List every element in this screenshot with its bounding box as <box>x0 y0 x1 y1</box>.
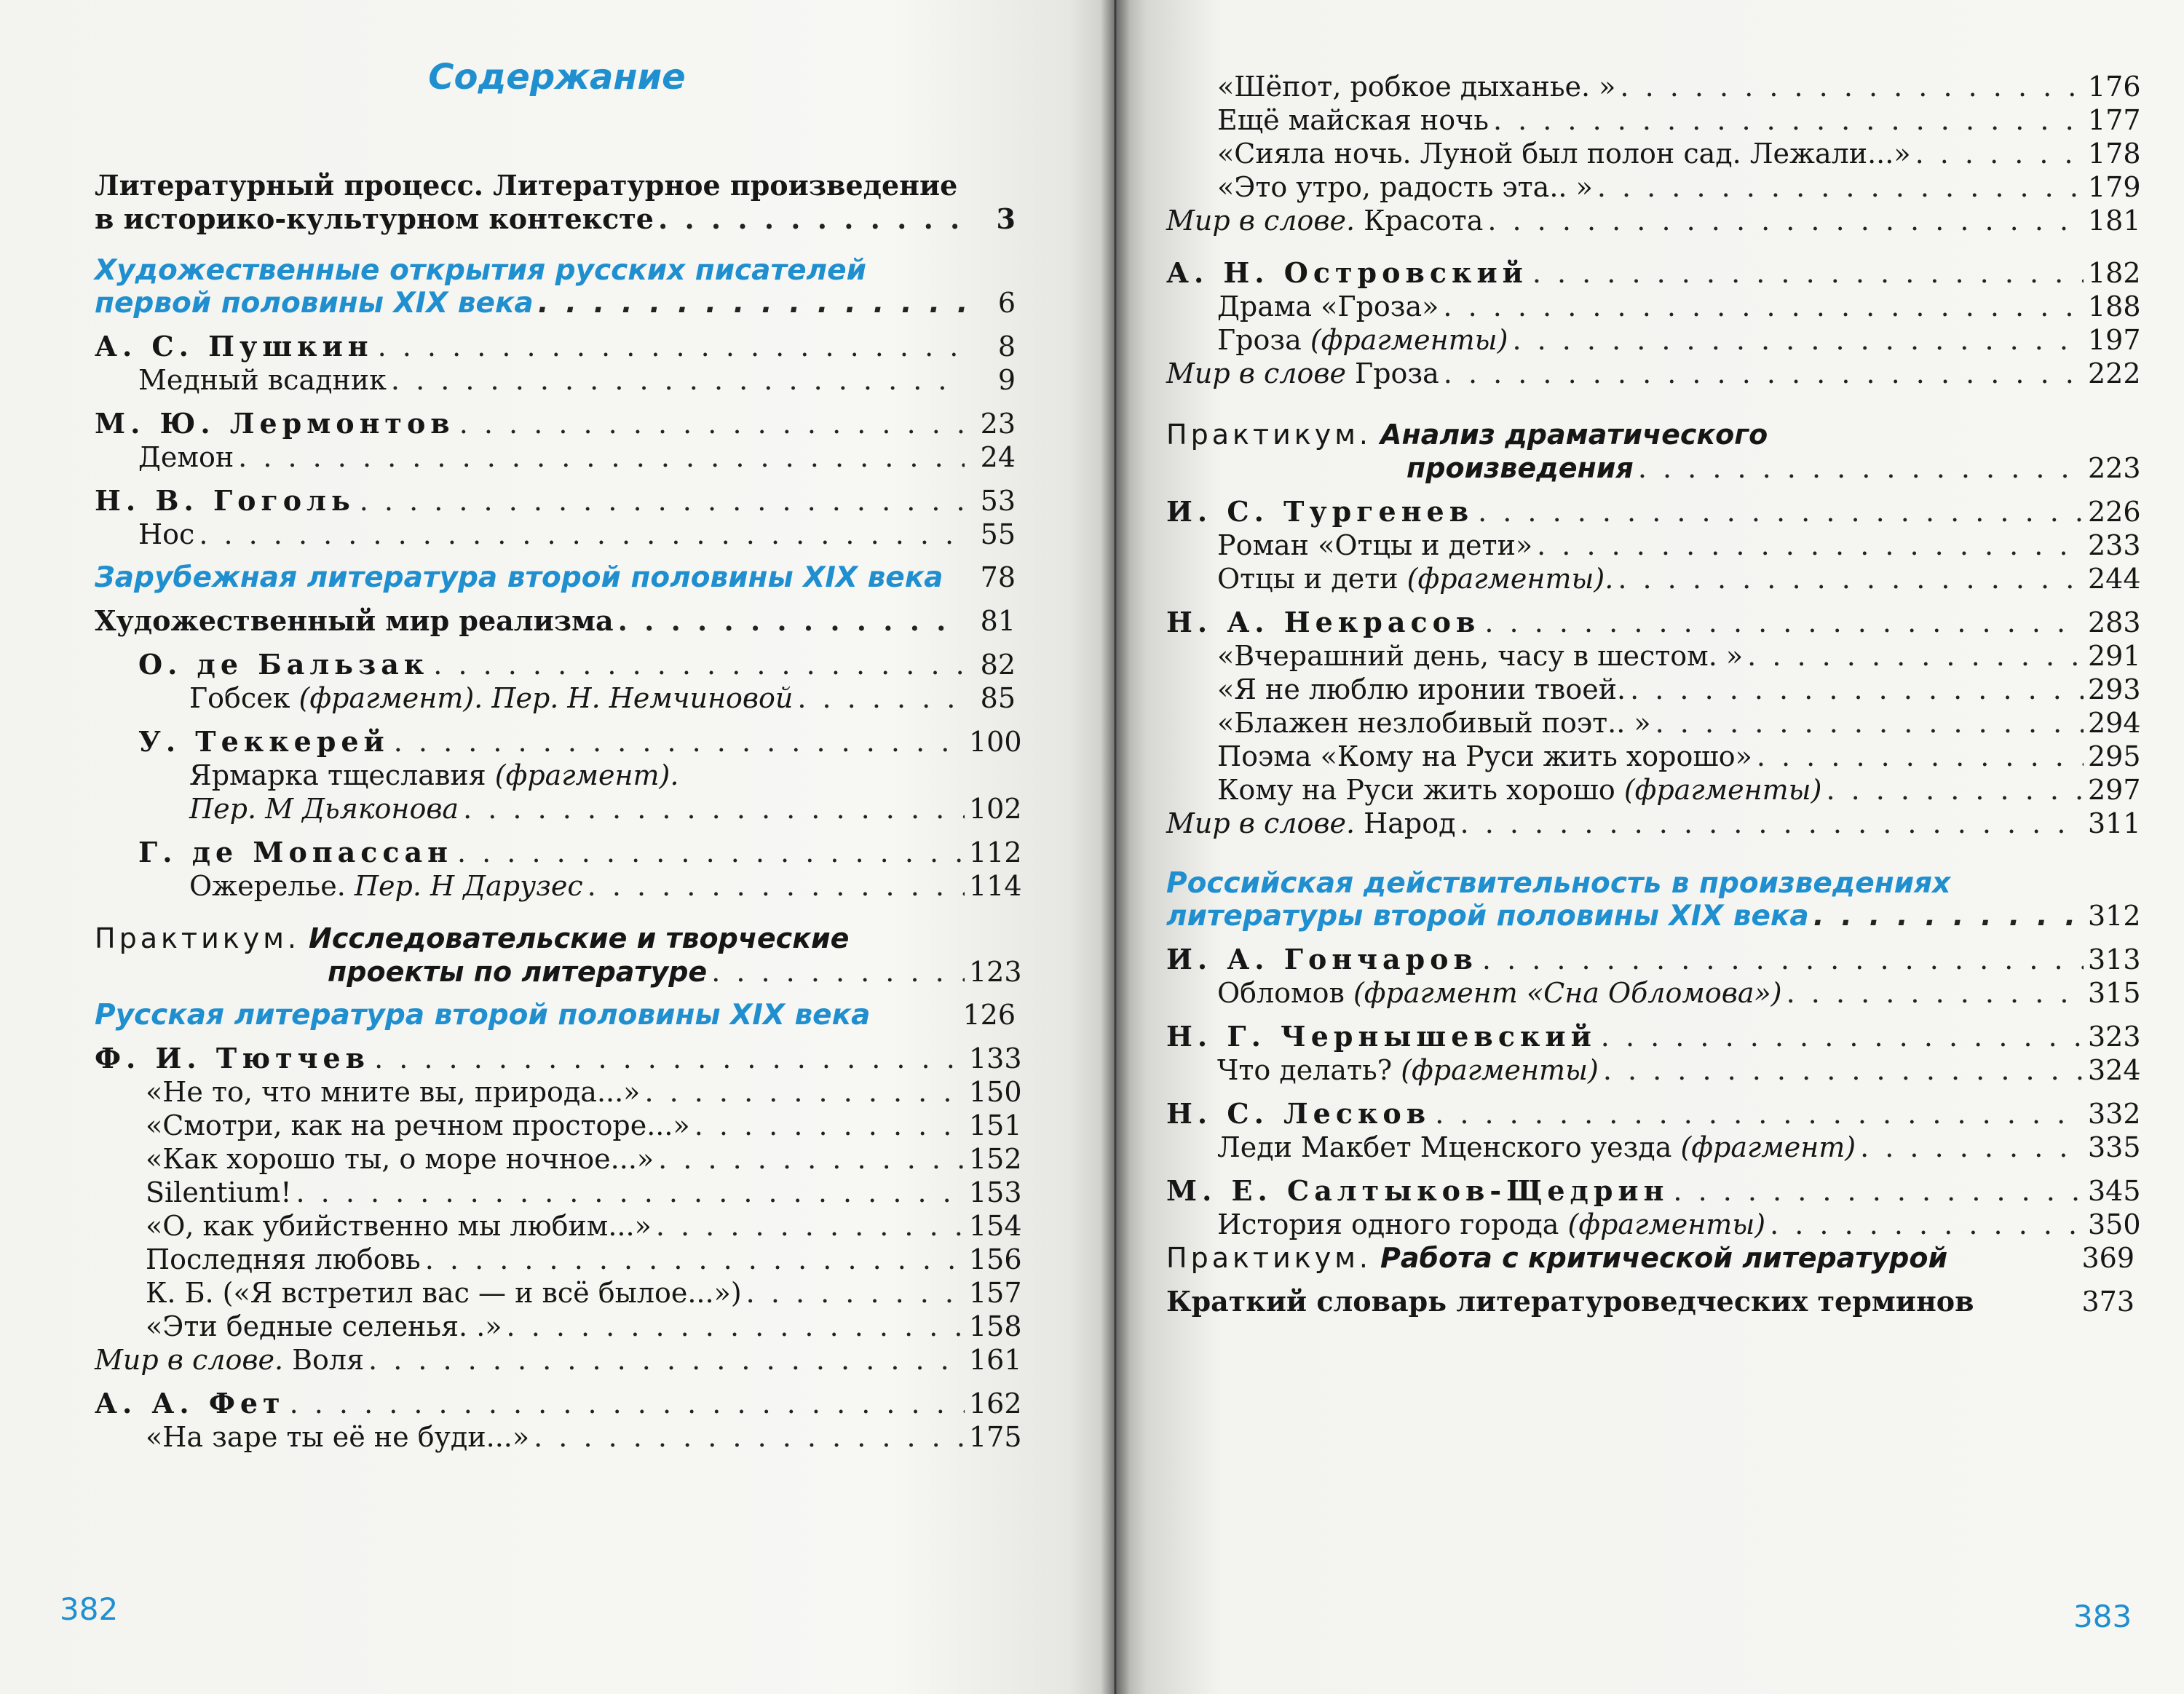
toc-entry: Обломов (фрагмент «Сна Обломова») . . . 315 <box>1166 976 2134 1010</box>
toc-entry: Литературный процесс. Литературное произведение <box>95 169 958 202</box>
toc-entry-mir: Мир в слове. Красота . . . 181 <box>1166 204 2134 237</box>
toc-entry: «Блажен незлобивый поэт.. » . . . 294 <box>1166 706 2134 740</box>
toc-entry: Леди Макбет Мценского уезда (фрагмент) . . . 335 <box>1166 1131 2134 1164</box>
toc-entry: «Шёпот, робкое дыханье. » . . . 176 <box>1166 70 2134 103</box>
toc-entry: Медный всадник . . . 9 <box>95 363 1016 397</box>
book-spine <box>1101 0 1130 1694</box>
toc-entry: Роман «Отцы и дети» . . . 233 <box>1166 529 2134 562</box>
toc-entry: «О, как убийственно мы любим...» . . . 154 <box>95 1209 1016 1243</box>
toc-entry-author: Г. де Мопассан . . . 112 <box>95 836 1016 869</box>
toc-entry: История одного города (фрагменты) . . . 350 <box>1166 1208 2134 1241</box>
toc-entry: К. Б. («Я встретил вас — и всё былое...») . . . 157 <box>95 1276 1016 1310</box>
toc-entry: Поэма «Кому на Руси жить хорошо» . . . 295 <box>1166 740 2134 773</box>
toc-entry: Ожерелье. Пер. Н Дарузес . . . 114 <box>95 869 1016 903</box>
toc-entry-author: Н. С. Лесков . . . 332 <box>1166 1097 2134 1131</box>
toc-entry-author: А. А. Фет . . . 162 <box>95 1387 1016 1420</box>
toc-entry-author: Ф. И. Тютчев . . . 133 <box>95 1042 1016 1075</box>
toc-entry: Краткий словарь литературоведческих терминов 373 <box>1166 1285 2134 1318</box>
toc-entry-author: У. Теккерей . . . 100 <box>95 725 1016 759</box>
section-heading: Русская литература второй половины XIX века 126 <box>95 999 1016 1032</box>
toc-entry: Гобсек (фрагмент). Пер. Н. Немчиновой . . . 85 <box>95 681 1016 715</box>
page-number: 3 <box>996 202 1016 235</box>
practicum-entry: Практикум. Анализ драматического <box>1166 419 1768 451</box>
toc-entry-author: Н. Г. Чернышевский . . . 323 <box>1166 1020 2134 1053</box>
toc-entry: Демон . . . 24 <box>95 440 1016 474</box>
toc-entry: «Как хорошо ты, о море ночное...» . . . 152 <box>95 1142 1016 1176</box>
section-heading: литературы второй половины XIX века . . . 312 <box>1166 900 2134 933</box>
toc-left <box>95 169 1022 1454</box>
page-number-right: 383 <box>2073 1599 2132 1634</box>
toc-entry-mir: Мир в слове. Народ . . . 311 <box>1166 807 2134 840</box>
toc-entry: Кому на Руси жить хорошо (фрагменты) . . . 297 <box>1166 773 2134 807</box>
section-heading: Художественные открытия русских писателей <box>95 254 866 287</box>
toc-entry: «Сияла ночь. Луной был полон сад. Лежали...» . . . 178 <box>1166 137 2134 170</box>
toc-entry-author: А. Н. Островский . . . 182 <box>1166 256 2134 290</box>
toc-entry: Гроза (фрагменты) . . . 197 <box>1166 323 2134 357</box>
toc-right <box>1166 70 2141 1318</box>
practicum-entry: Практикум. Работа с критической литературой 369 <box>1166 1242 2134 1274</box>
toc-entry-author: А. С. Пушкин . . . 8 <box>95 330 1016 363</box>
practicum-entry: Практикум. Исследовательские и творческие <box>95 922 850 954</box>
right-page <box>1114 0 2184 1694</box>
toc-entry: Ярмарка тщеславия (фрагмент). <box>189 759 679 791</box>
toc-entry: «Смотри, как на речном просторе...» . . . 151 <box>95 1109 1016 1142</box>
page-number-left: 382 <box>60 1591 119 1627</box>
toc-entry: Художественный мир реализма . . . 81 <box>95 604 1016 638</box>
toc-entry: Что делать? (фрагменты) . . . 324 <box>1166 1053 2134 1087</box>
practicum-entry: проекты по литературе . . . 123 <box>95 955 1016 989</box>
toc-entry: Silentium! . . . 153 <box>95 1176 1016 1209</box>
section-heading: первой половины XIX века . . . 6 <box>95 287 1016 320</box>
toc-entry: «Это утро, радость эта.. » . . . 179 <box>1166 170 2134 204</box>
toc-entry-author: М. Ю. Лермонтов . . . 23 <box>95 407 1016 440</box>
toc-entry: в историко-культурном контексте . . . 3 <box>95 202 1016 236</box>
toc-entry-author: И. А. Гончаров . . . 313 <box>1166 943 2134 976</box>
toc-entry-author: Н. А. Некрасов . . . 283 <box>1166 606 2134 639</box>
toc-entry-author: М. Е. Салтыков-Щедрин . . . 345 <box>1166 1174 2134 1208</box>
toc-entry: Нос . . . 55 <box>95 518 1016 551</box>
toc-entry-author: О. де Бальзак . . . 82 <box>95 648 1016 681</box>
toc-entry-mir: Мир в слове. Воля . . . 161 <box>95 1343 1016 1377</box>
toc-entry-author: И. С. Тургенев . . . 226 <box>1166 495 2134 529</box>
toc-title: Содержание <box>428 57 686 98</box>
practicum-entry: произведения . . . 223 <box>1166 451 2134 485</box>
toc-entry: Драма «Гроза» . . . 188 <box>1166 290 2134 323</box>
toc-entry: «Вчерашний день, часу в шестом. » . . . 291 <box>1166 639 2134 673</box>
toc-entry: Последняя любовь . . . 156 <box>95 1243 1016 1276</box>
toc-entry: Отцы и дети (фрагменты). . . . 244 <box>1166 562 2134 595</box>
toc-entry-author: Н. В. Гоголь . . . 53 <box>95 484 1016 518</box>
toc-entry: Ещё майская ночь . . . 177 <box>1166 103 2134 137</box>
toc-entry: «Я не люблю иронии твоей. . . . 293 <box>1166 673 2134 706</box>
toc-entry-mir: Мир в слове Гроза . . . 222 <box>1166 357 2134 390</box>
section-heading: Российская действительность в произведениях <box>1166 867 1951 900</box>
toc-entry: «Не то, что мните вы, природа...» . . . 150 <box>95 1075 1016 1109</box>
toc-entry: «На заре ты её не буди...» . . . 175 <box>95 1420 1016 1454</box>
toc-entry: «Эти бедные селенья. .» . . . 158 <box>95 1310 1016 1343</box>
section-heading: Зарубежная литература второй половины XIX века 78 <box>95 561 1016 594</box>
toc-entry: Пер. М Дьяконова . . . 102 <box>95 792 1016 826</box>
